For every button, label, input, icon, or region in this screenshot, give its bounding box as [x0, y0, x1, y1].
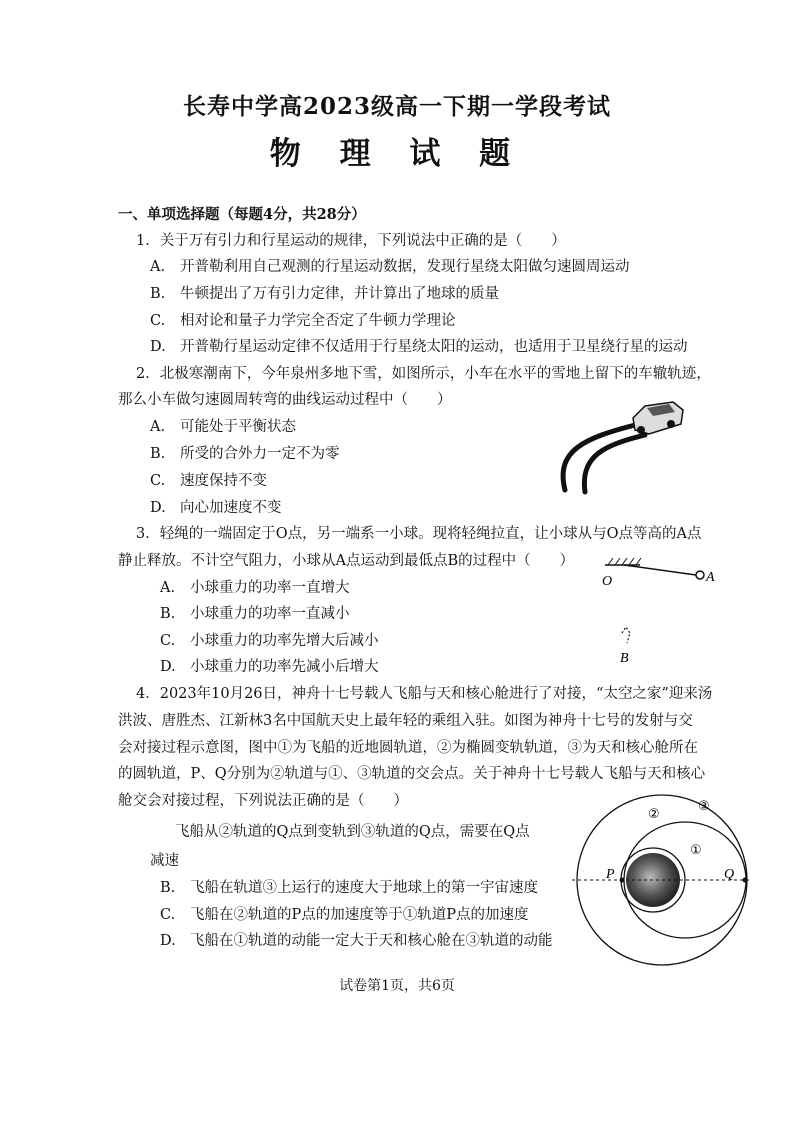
option-text: 飞船在②轨道的P点的加速度等于①轨道P点的加速度: [190, 907, 529, 923]
orbit-figure: [572, 792, 752, 972]
label-a: A: [706, 570, 715, 585]
car-tracks-figure: [545, 400, 705, 500]
q2-option-b: [150, 444, 340, 464]
option-letter: B.: [150, 446, 166, 462]
label-orbit-3: ③: [698, 799, 710, 814]
option-letter: A.: [150, 419, 166, 435]
q2-option-a: [150, 417, 296, 437]
q1-option-c: [150, 311, 456, 331]
car-icon: [633, 402, 683, 434]
option-text: 速度保持不变: [180, 473, 267, 489]
option-letter: A.: [160, 580, 176, 596]
option-letter: D.: [150, 339, 166, 355]
option-text: 相对论和量子力学完全否定了牛顿力学理论: [180, 313, 456, 329]
option-text: 小球重力的功率一直增大: [190, 580, 350, 596]
option-text: 所受的合外力一定不为零: [180, 446, 340, 462]
q2-stem-line1: 2．北极寒潮南下，今年泉州多地下雪，如图所示，小车在水平的雪地上留下的车辙轨迹，: [136, 366, 711, 382]
option-text: 飞船在①轨道的动能一定大于天和核心舱在③轨道的动能: [190, 933, 553, 949]
exam-title: 长寿中学高2023级高一下期一学段考试: [182, 93, 611, 120]
q4-stem-line4: 的圆轨道，P、Q分别为②轨道与①、③轨道的交会点。关于神舟十七号载人飞船与天和核心: [118, 766, 706, 782]
option-letter: B.: [160, 606, 176, 622]
q1-option-d: [150, 337, 688, 357]
subject-title: 物 理 试 题: [269, 136, 525, 172]
option-text: 飞船在轨道③上运行的速度大于地球上的第一宇宙速度: [190, 880, 538, 896]
section-heading: 一、单项选择题（每题4分，共28分）: [118, 206, 366, 223]
option-letter: C.: [150, 473, 166, 489]
option-letter: A.: [150, 259, 166, 275]
q3-option-a: [160, 578, 350, 598]
q4-stem-line3: 会对接过程示意图，图中①为飞船的近地圆轨道，②为椭圆变轨轨道，③为天和核心舱所在: [118, 740, 698, 756]
option-text: 开普勒行星运动定律不仅适用于行星绕太阳的运动，也适用于卫星绕行星的运动: [180, 339, 688, 355]
q2-option-c: [150, 471, 267, 491]
option-letter: D.: [150, 500, 166, 516]
q4-option-a-line1: 飞船从②轨道的Q点到变轨到③轨道的Q点，需要在Q点: [175, 824, 530, 840]
option-letter: B.: [150, 286, 166, 302]
label-orbit-1: ①: [690, 843, 702, 858]
label-b: B: [620, 651, 629, 666]
option-letter: C.: [160, 907, 176, 923]
option-text: 向心加速度不变: [180, 500, 282, 516]
q3-option-b: [160, 604, 350, 624]
q2-option-d: [150, 498, 282, 518]
q4-option-d: [160, 931, 553, 951]
pendulum-figure: [600, 555, 730, 670]
q1-option-a: [150, 257, 630, 277]
q3-stem-line1: 3．轻绳的一端固定于O点，另一端系一小球。现将轻绳拉直，让小球从与O点等高的A点: [136, 526, 702, 542]
option-letter: C.: [160, 633, 176, 649]
q3-option-d: [160, 657, 379, 677]
option-text: 小球重力的功率先减小后增大: [190, 659, 379, 675]
option-text: 开普勒利用自己观测的行星运动数据，发现行星绕太阳做匀速圆周运动: [180, 259, 630, 275]
option-letter: C.: [150, 313, 166, 329]
q4-stem-line5: 舱交会对接过程，下列说法正确的是（ ）: [118, 793, 408, 809]
label-o: O: [602, 574, 613, 589]
label-q: Q: [724, 867, 735, 882]
label-p: P: [606, 867, 615, 882]
q1-stem: 1．关于万有引力和行星运动的规律，下列说法中正确的是（ ）: [136, 233, 566, 249]
option-text: 小球重力的功率先增大后减小: [190, 633, 379, 649]
option-letter: B.: [160, 880, 176, 896]
option-text: 牛顿提出了万有引力定律，并计算出了地球的质量: [180, 286, 499, 302]
q4-option-c: [160, 905, 529, 925]
ball-a: [696, 571, 704, 579]
q4-stem-line2: 洪波、唐胜杰、江新林3名中国航天史上最年轻的乘组入驻。如图为神舟十七号的发射与交: [118, 713, 693, 729]
q4-option-a-line2: 减速: [150, 853, 179, 869]
q4-stem-line1: 4．2023年10月26日，神舟十七号载人飞船与天和核心舱进行了对接，“太空之家”迎来汤: [136, 686, 713, 702]
page-footer: 试卷第1页，共6页: [339, 978, 455, 994]
option-text: 可能处于平衡状态: [180, 419, 296, 435]
option-letter: D.: [160, 659, 176, 675]
label-orbit-2: ②: [648, 807, 660, 822]
q1-option-b: [150, 284, 499, 304]
option-letter: D.: [160, 933, 176, 949]
option-text: 小球重力的功率一直减小: [190, 606, 350, 622]
q3-stem-line2: 静止释放。不计空气阻力，小球从A点运动到最低点B的过程中（ ）: [118, 553, 575, 569]
q3-option-c: [160, 631, 379, 651]
q4-option-b: [160, 878, 538, 898]
q2-stem-line2: 那么小车做匀速圆周转弯的曲线运动过程中（ ）: [118, 392, 452, 408]
